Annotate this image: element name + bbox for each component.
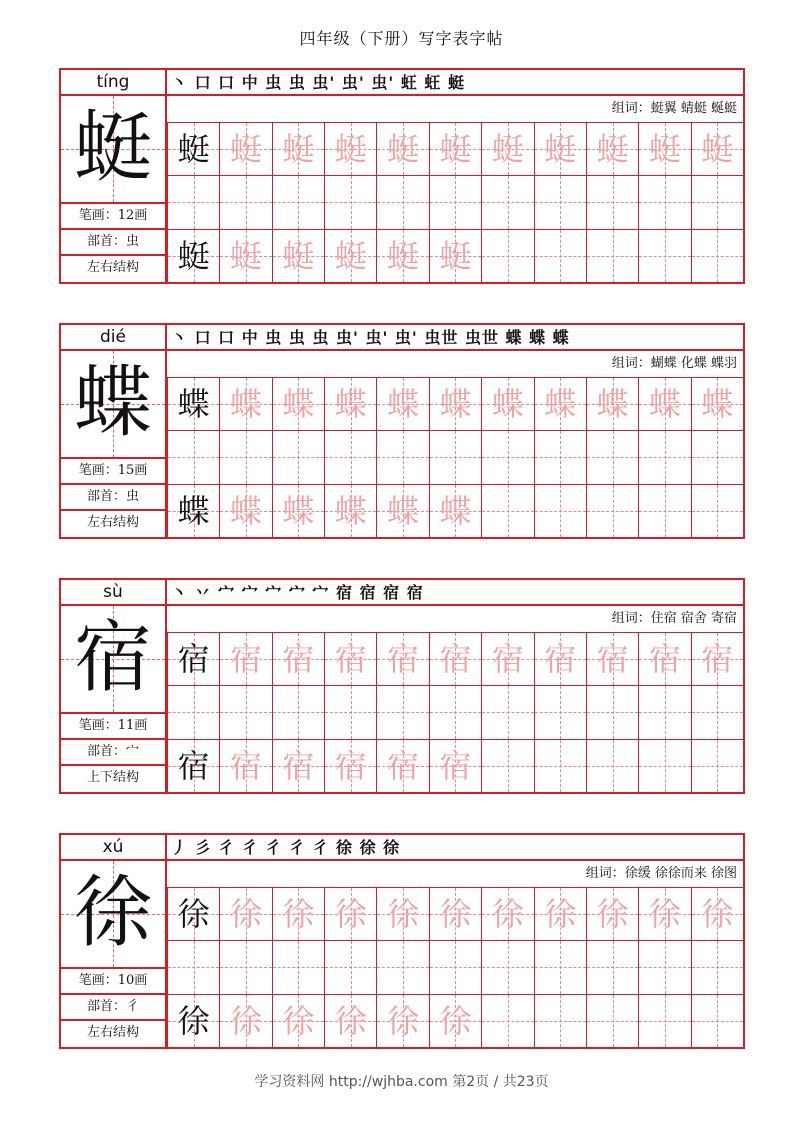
- structure-label: 左右结构: [61, 1019, 165, 1045]
- practice-cell[interactable]: [638, 940, 690, 993]
- character-info-panel: [61, 580, 167, 792]
- practice-cell[interactable]: [586, 229, 638, 282]
- practice-cell[interactable]: [167, 994, 219, 1047]
- trace-character: 宿: [544, 640, 577, 678]
- practice-cell[interactable]: [691, 739, 743, 792]
- structure-label: 上下结构: [61, 764, 165, 790]
- pinyin-label: sù: [61, 580, 165, 606]
- practice-cell[interactable]: [691, 940, 743, 993]
- practice-cell[interactable]: [534, 739, 586, 792]
- trace-character: 蜓: [544, 130, 577, 168]
- writing-grid: [167, 377, 743, 537]
- structure-label: 左右结构: [61, 509, 165, 535]
- practice-cell[interactable]: [167, 229, 219, 282]
- practice-cell[interactable]: [219, 484, 271, 537]
- practice-cell[interactable]: [376, 940, 428, 993]
- trace-character: 蝶: [230, 385, 263, 423]
- writing-grid: [167, 122, 743, 282]
- trace-character: 徐: [334, 895, 367, 933]
- sample-character: 蝶: [177, 385, 210, 423]
- trace-character: 蜓: [387, 236, 420, 275]
- stroke-order-row: [167, 70, 743, 96]
- practice-cell[interactable]: [219, 122, 271, 175]
- practice-cell[interactable]: [481, 739, 533, 792]
- practice-cell[interactable]: [534, 940, 586, 993]
- trace-character: 徐: [282, 1001, 315, 1040]
- practice-cell[interactable]: [376, 685, 428, 738]
- trace-character: 蜓: [596, 130, 629, 168]
- practice-cell[interactable]: [324, 175, 376, 228]
- practice-cell[interactable]: [324, 739, 376, 792]
- model-character: 宿: [73, 613, 152, 703]
- practice-cell[interactable]: [481, 887, 533, 940]
- practice-cell[interactable]: [586, 887, 638, 940]
- character-block: [59, 68, 745, 284]
- sample-character: 徐: [177, 1001, 210, 1040]
- trace-character: 蜓: [701, 130, 734, 168]
- practice-cell[interactable]: [481, 122, 533, 175]
- trace-character: 徐: [701, 895, 734, 933]
- trace-character: 蝶: [387, 385, 420, 423]
- page-footer: 学习资料网 http://wjhba.com 第2页 / 共23页: [254, 1074, 549, 1090]
- trace-character: 蝶: [282, 385, 315, 423]
- practice-cell[interactable]: [429, 377, 481, 430]
- stroke-count-label: 笔画：12画: [61, 202, 165, 228]
- practice-cell[interactable]: [638, 685, 690, 738]
- practice-cell[interactable]: [534, 229, 586, 282]
- practice-cell[interactable]: [376, 994, 428, 1047]
- practice-cell[interactable]: [638, 229, 690, 282]
- character-block: [59, 833, 745, 1049]
- practice-cell[interactable]: [638, 122, 690, 175]
- character-block: [59, 323, 745, 539]
- practice-cell[interactable]: [376, 122, 428, 175]
- practice-cell[interactable]: [324, 685, 376, 738]
- practice-cell[interactable]: [429, 940, 481, 993]
- practice-cell[interactable]: [272, 377, 324, 430]
- trace-character: 蜓: [282, 130, 315, 168]
- practice-cell[interactable]: [534, 484, 586, 537]
- stroke-order: 丶 口 口 中 虫 虫 虫 虫' 虫' 虫' 虫世 虫世 蝶 蝶 蝶: [171, 328, 570, 347]
- stroke-count-label: 笔画：10画: [61, 967, 165, 993]
- stroke-count-label: 笔画：11画: [61, 712, 165, 738]
- trace-character: 蜓: [387, 130, 420, 168]
- practice-cell[interactable]: [691, 377, 743, 430]
- practice-cell[interactable]: [219, 685, 271, 738]
- radical-label: 部首：虫: [61, 228, 165, 254]
- radical-label: 部首：宀: [61, 738, 165, 764]
- practice-cell[interactable]: [376, 887, 428, 940]
- practice-cell[interactable]: [534, 632, 586, 685]
- trace-character: 宿: [491, 640, 524, 678]
- trace-character: 蝶: [439, 491, 472, 530]
- practice-cell[interactable]: [376, 632, 428, 685]
- practice-cell[interactable]: [586, 430, 638, 483]
- practice-cell[interactable]: [324, 229, 376, 282]
- practice-cell[interactable]: [481, 377, 533, 430]
- practice-cell[interactable]: [376, 430, 428, 483]
- practice-cell[interactable]: [586, 994, 638, 1047]
- trace-character: 徐: [387, 895, 420, 933]
- practice-cell[interactable]: [167, 175, 219, 228]
- trace-character: 蜓: [282, 236, 315, 275]
- practice-cell[interactable]: [586, 685, 638, 738]
- trace-character: 蝶: [596, 385, 629, 423]
- practice-cell[interactable]: [534, 430, 586, 483]
- trace-character: 蝶: [701, 385, 734, 423]
- practice-cell[interactable]: [167, 887, 219, 940]
- trace-character: 宿: [387, 640, 420, 678]
- practice-cell[interactable]: [324, 994, 376, 1047]
- trace-character: 蝶: [648, 385, 681, 423]
- word-row: [167, 96, 743, 122]
- practice-cell[interactable]: [429, 685, 481, 738]
- practice-cell[interactable]: [272, 887, 324, 940]
- practice-cell[interactable]: [272, 122, 324, 175]
- practice-cell[interactable]: [481, 632, 533, 685]
- practice-cell[interactable]: [638, 632, 690, 685]
- practice-cell[interactable]: [324, 940, 376, 993]
- trace-character: 蝶: [491, 385, 524, 423]
- trace-character: 蝶: [334, 491, 367, 530]
- trace-character: 蜓: [439, 236, 472, 275]
- radical-label: 部首：虫: [61, 483, 165, 509]
- practice-cell[interactable]: [167, 632, 219, 685]
- trace-character: 徐: [282, 895, 315, 933]
- word-row: [167, 606, 743, 632]
- practice-cell[interactable]: [219, 940, 271, 993]
- pinyin-label: xú: [61, 835, 165, 861]
- character-info-panel: [61, 325, 167, 537]
- trace-character: 宿: [282, 640, 315, 678]
- practice-cell[interactable]: [691, 484, 743, 537]
- radical-label: 部首：彳: [61, 993, 165, 1019]
- practice-cell[interactable]: [481, 175, 533, 228]
- sample-character: 蜓: [177, 236, 210, 275]
- practice-cell[interactable]: [534, 122, 586, 175]
- practice-cell[interactable]: [376, 484, 428, 537]
- practice-cell[interactable]: [324, 377, 376, 430]
- trace-character: 徐: [230, 895, 263, 933]
- practice-cell[interactable]: [272, 229, 324, 282]
- practice-cell[interactable]: [586, 377, 638, 430]
- trace-character: 宿: [701, 640, 734, 678]
- character-info-panel: [61, 835, 167, 1047]
- practice-cell[interactable]: [481, 484, 533, 537]
- practice-cell[interactable]: [376, 229, 428, 282]
- trace-character: 蜓: [439, 130, 472, 168]
- practice-cell[interactable]: [376, 739, 428, 792]
- practice-cell[interactable]: [324, 632, 376, 685]
- trace-character: 蝶: [544, 385, 577, 423]
- practice-cell[interactable]: [272, 739, 324, 792]
- trace-character: 宿: [282, 746, 315, 785]
- trace-character: 宿: [230, 640, 263, 678]
- sample-character: 蜓: [177, 130, 210, 168]
- practice-cell[interactable]: [691, 685, 743, 738]
- practice-cell[interactable]: [638, 430, 690, 483]
- practice-cell[interactable]: [638, 887, 690, 940]
- practice-cell[interactable]: [691, 122, 743, 175]
- practice-cell[interactable]: [481, 229, 533, 282]
- trace-character: 蜓: [334, 236, 367, 275]
- trace-character: 徐: [439, 1001, 472, 1040]
- practice-cell[interactable]: [481, 685, 533, 738]
- practice-cell[interactable]: [167, 377, 219, 430]
- practice-cell[interactable]: [429, 122, 481, 175]
- writing-grid: [167, 887, 743, 1047]
- structure-label: 左右结构: [61, 254, 165, 280]
- practice-cell[interactable]: [167, 940, 219, 993]
- practice-cell[interactable]: [272, 632, 324, 685]
- trace-character: 宿: [439, 746, 472, 785]
- sample-character: 徐: [177, 895, 210, 933]
- model-character-box: [61, 861, 165, 967]
- practice-cell[interactable]: [586, 940, 638, 993]
- practice-cell[interactable]: [219, 430, 271, 483]
- practice-cell[interactable]: [586, 632, 638, 685]
- trace-character: 徐: [334, 1001, 367, 1040]
- trace-character: 蜓: [491, 130, 524, 168]
- pinyin-label: dié: [61, 325, 165, 351]
- stroke-count-label: 笔画：15画: [61, 457, 165, 483]
- practice-cell[interactable]: [167, 484, 219, 537]
- practice-cell[interactable]: [167, 685, 219, 738]
- practice-cell[interactable]: [219, 229, 271, 282]
- practice-cell[interactable]: [167, 430, 219, 483]
- trace-character: 徐: [491, 895, 524, 933]
- practice-cell[interactable]: [691, 887, 743, 940]
- practice-cell[interactable]: [272, 484, 324, 537]
- word-row: [167, 861, 743, 887]
- sample-character: 宿: [177, 746, 210, 785]
- practice-cell[interactable]: [167, 739, 219, 792]
- practice-cell[interactable]: [638, 377, 690, 430]
- sample-character: 蝶: [177, 491, 210, 530]
- practice-cell[interactable]: [586, 484, 638, 537]
- practice-cell[interactable]: [691, 229, 743, 282]
- practice-cell[interactable]: [219, 632, 271, 685]
- practice-cell[interactable]: [429, 229, 481, 282]
- practice-cell[interactable]: [219, 377, 271, 430]
- practice-cell[interactable]: [586, 122, 638, 175]
- practice-cell[interactable]: [324, 887, 376, 940]
- writing-grid: [167, 632, 743, 792]
- practice-cell[interactable]: [219, 994, 271, 1047]
- trace-character: 徐: [439, 895, 472, 933]
- practice-cell[interactable]: [638, 994, 690, 1047]
- trace-character: 蝶: [387, 491, 420, 530]
- trace-character: 蝶: [282, 491, 315, 530]
- word-row: [167, 351, 743, 377]
- word-examples: 组词：蝴蝶 化蝶 蝶羽: [611, 356, 737, 371]
- trace-character: 徐: [387, 1001, 420, 1040]
- practice-cell[interactable]: [534, 175, 586, 228]
- trace-character: 蝶: [334, 385, 367, 423]
- trace-character: 徐: [648, 895, 681, 933]
- trace-character: 徐: [544, 895, 577, 933]
- practice-cell[interactable]: [481, 994, 533, 1047]
- stroke-order: 丿 彡 彳 彳 彳 彳 彳 徐 徐 徐: [171, 838, 401, 857]
- practice-cell[interactable]: [219, 887, 271, 940]
- practice-cell[interactable]: [272, 175, 324, 228]
- stroke-order: 丶 口 口 中 虫 虫 虫' 虫' 虫' 蚟 蚟 蜓: [171, 73, 465, 92]
- practice-cell[interactable]: [429, 887, 481, 940]
- practice-cell[interactable]: [167, 122, 219, 175]
- trace-character: 徐: [596, 895, 629, 933]
- practice-cell[interactable]: [429, 430, 481, 483]
- practice-cell[interactable]: [638, 175, 690, 228]
- trace-character: 宿: [648, 640, 681, 678]
- practice-cell[interactable]: [376, 377, 428, 430]
- practice-cell[interactable]: [272, 940, 324, 993]
- trace-character: 宿: [334, 640, 367, 678]
- practice-cell[interactable]: [429, 632, 481, 685]
- word-examples: 组词：住宿 宿舍 寄宿: [611, 611, 737, 626]
- model-character-box: [61, 351, 165, 457]
- practice-cell[interactable]: [534, 887, 586, 940]
- practice-cell[interactable]: [272, 430, 324, 483]
- practice-cell[interactable]: [324, 484, 376, 537]
- practice-cell[interactable]: [219, 175, 271, 228]
- trace-character: 宿: [596, 640, 629, 678]
- trace-character: 蜓: [230, 130, 263, 168]
- trace-character: 宿: [334, 746, 367, 785]
- sample-character: 宿: [177, 640, 210, 678]
- practice-cell[interactable]: [481, 940, 533, 993]
- practice-cell[interactable]: [691, 175, 743, 228]
- character-info-panel: [61, 70, 167, 282]
- word-examples: 组词：徐缓 徐徐而来 徐图: [585, 866, 737, 881]
- stroke-order-row: [167, 325, 743, 351]
- practice-cell[interactable]: [691, 632, 743, 685]
- word-examples: 组词：蜓翼 蜻蜓 蜒蜓: [611, 101, 737, 116]
- trace-character: 蜓: [648, 130, 681, 168]
- practice-cell[interactable]: [219, 739, 271, 792]
- pinyin-label: tíng: [61, 70, 165, 96]
- practice-cell[interactable]: [534, 994, 586, 1047]
- practice-cell[interactable]: [272, 994, 324, 1047]
- trace-character: 徐: [230, 1001, 263, 1040]
- practice-cell[interactable]: [586, 739, 638, 792]
- practice-cell[interactable]: [272, 685, 324, 738]
- trace-character: 蜓: [230, 236, 263, 275]
- trace-character: 蝶: [230, 491, 263, 530]
- practice-cell[interactable]: [691, 430, 743, 483]
- practice-cell[interactable]: [586, 175, 638, 228]
- page-title: 四年级（下册）写字表字帖: [299, 29, 504, 48]
- practice-cell[interactable]: [429, 739, 481, 792]
- character-block: [59, 578, 745, 794]
- practice-cell[interactable]: [481, 430, 533, 483]
- model-character-box: [61, 96, 165, 202]
- model-character: 蝶: [73, 358, 152, 448]
- practice-cell[interactable]: [429, 484, 481, 537]
- practice-cell[interactable]: [429, 175, 481, 228]
- practice-cell[interactable]: [324, 122, 376, 175]
- practice-cell[interactable]: [638, 739, 690, 792]
- model-character: 蜓: [73, 103, 152, 193]
- stroke-order: 丶 丷 宀 宀 宀 宀 宀 宿 宿 宿 宿: [171, 583, 424, 602]
- trace-character: 蜓: [334, 130, 367, 168]
- practice-cell[interactable]: [376, 175, 428, 228]
- trace-character: 宿: [439, 640, 472, 678]
- trace-character: 蝶: [439, 385, 472, 423]
- practice-cell[interactable]: [429, 994, 481, 1047]
- model-character-box: [61, 606, 165, 712]
- practice-cell[interactable]: [534, 685, 586, 738]
- practice-cell[interactable]: [638, 484, 690, 537]
- trace-character: 宿: [230, 746, 263, 785]
- practice-cell[interactable]: [534, 377, 586, 430]
- stroke-order-row: [167, 835, 743, 861]
- stroke-order-row: [167, 580, 743, 606]
- trace-character: 宿: [387, 746, 420, 785]
- practice-cell[interactable]: [324, 430, 376, 483]
- practice-cell[interactable]: [691, 994, 743, 1047]
- model-character: 徐: [73, 868, 152, 958]
